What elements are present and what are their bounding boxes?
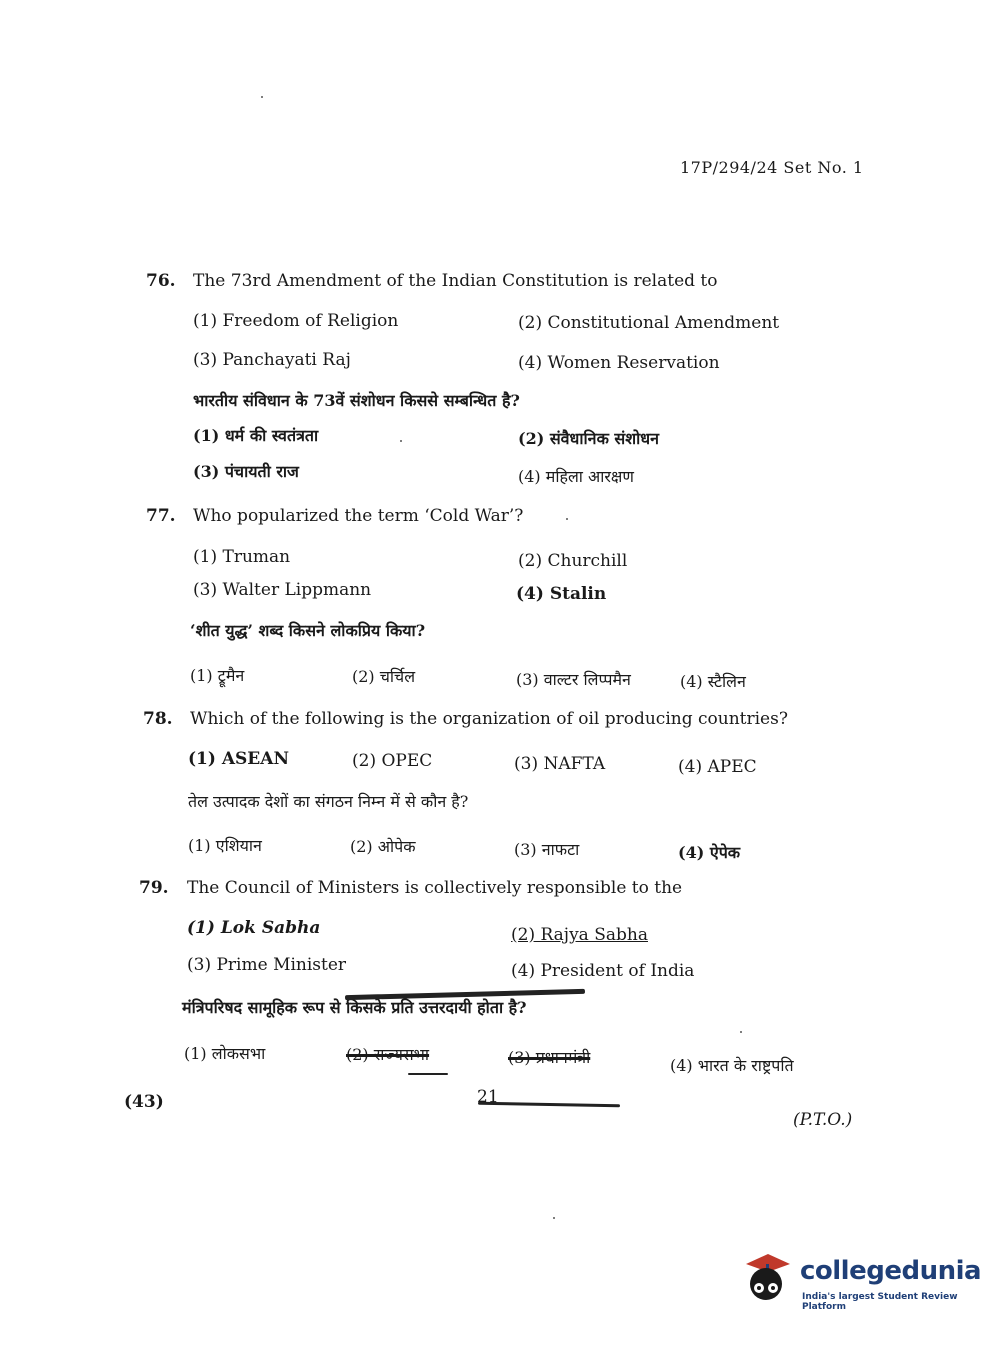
option-2: (2) OPEC [352, 751, 433, 771]
option-3: (3) Prime Minister [187, 955, 347, 975]
speck [261, 96, 263, 98]
option-1-hindi: (1) लोकसभा [184, 1044, 266, 1063]
paper-code: 17P/294/24 Set No. 1 [680, 158, 864, 177]
speck [553, 1217, 555, 1219]
option-1: (1) Lok Sabha [187, 918, 321, 938]
question-number: 78. [143, 709, 173, 729]
option-1: (1) Truman [193, 547, 291, 567]
option-3-hindi: (3) पंचायती राज [193, 462, 299, 481]
option-3-hindi: (3) प्रधानमंत्री [508, 1048, 591, 1067]
pto-label: (P.T.O.) [793, 1110, 853, 1130]
option-2: (2) Constitutional Amendment [518, 313, 780, 333]
logo-tagline: India's largest Student Review Platform [802, 1292, 958, 1312]
footer-code: (43) [124, 1092, 164, 1112]
option-2-text: (2) Rajya Sabha [511, 925, 648, 945]
question-text: The 73rd Amendment of the Indian Constitution is related to [193, 271, 718, 291]
option-3-hindi: (3) नाफटा [514, 840, 580, 859]
page-number: 21 [477, 1087, 499, 1107]
option-3: (3) Walter Lippmann [193, 580, 372, 600]
ink-smudge [478, 1102, 620, 1107]
question-text: The Council of Ministers is collectively responsible to the [187, 878, 683, 898]
option-2-hindi: (2) चर्चिल [352, 667, 416, 686]
option-1: (1) ASEAN [188, 749, 289, 769]
question-number: 77. [146, 506, 176, 526]
option-2: (2) Churchill [518, 551, 628, 571]
option-1-hindi: (1) ट्रूमैन [190, 666, 245, 685]
question-text: Which of the following is the organization of oil producing countries? [190, 709, 788, 729]
question-text-hindi: ‘शीत युद्ध’ शब्द किसने लोकप्रिय किया? [190, 621, 426, 640]
ink-smudge [408, 1073, 448, 1075]
question-text-hindi: तेल उत्पादक देशों का संगठन निम्न में से कौन है? [188, 792, 469, 811]
option-3-hindi: (3) वाल्टर लिप्पमैन [516, 670, 631, 689]
option-1-hindi: (1) धर्म की स्वतंत्रता [193, 426, 319, 445]
option-2-hindi: (2) राज्यसभा [346, 1045, 430, 1064]
speck [566, 518, 568, 520]
option-3: (3) NAFTA [514, 754, 606, 774]
option-4: (4) Women Reservation [518, 353, 720, 373]
question-number: 79. [139, 878, 169, 898]
mascot-icon [742, 1250, 794, 1308]
logo-name: collegedunia [800, 1256, 982, 1286]
question-text: Who popularized the term ‘Cold War’? [193, 506, 524, 526]
collegedunia-logo [742, 1250, 982, 1312]
option-2-hindi: (2) ओपेक [350, 837, 416, 856]
option-4-hindi: (4) भारत के राष्ट्रपति [670, 1056, 794, 1075]
option-2-hindi: (2) संवैधानिक संशोधन [518, 429, 659, 448]
option-4: (4) President of India [511, 961, 695, 981]
option-2 [511, 925, 648, 945]
option-4-hindi: (4) ऐपेक [678, 843, 741, 862]
option-4-hindi: (4) स्टैलिन [680, 672, 746, 691]
option-1-hindi: (1) एशियान [188, 836, 262, 855]
option-4: (4) Stalin [516, 584, 607, 604]
option-4-hindi: (4) महिला आरक्षण [518, 467, 634, 486]
option-4: (4) APEC [678, 757, 757, 777]
option-3: (3) Panchayati Raj [193, 350, 351, 370]
speck [740, 1031, 742, 1033]
speck [400, 440, 402, 442]
option-1: (1) Freedom of Religion [193, 311, 399, 331]
question-text-hindi: मंत्रिपरिषद सामूहिक रूप से किसके प्रति उत्तरदायी होता है? [182, 998, 527, 1017]
question-text-hindi: भारतीय संविधान के 73वें संशोधन किससे सम्बन्धित है? [193, 391, 520, 410]
question-number: 76. [146, 271, 176, 291]
